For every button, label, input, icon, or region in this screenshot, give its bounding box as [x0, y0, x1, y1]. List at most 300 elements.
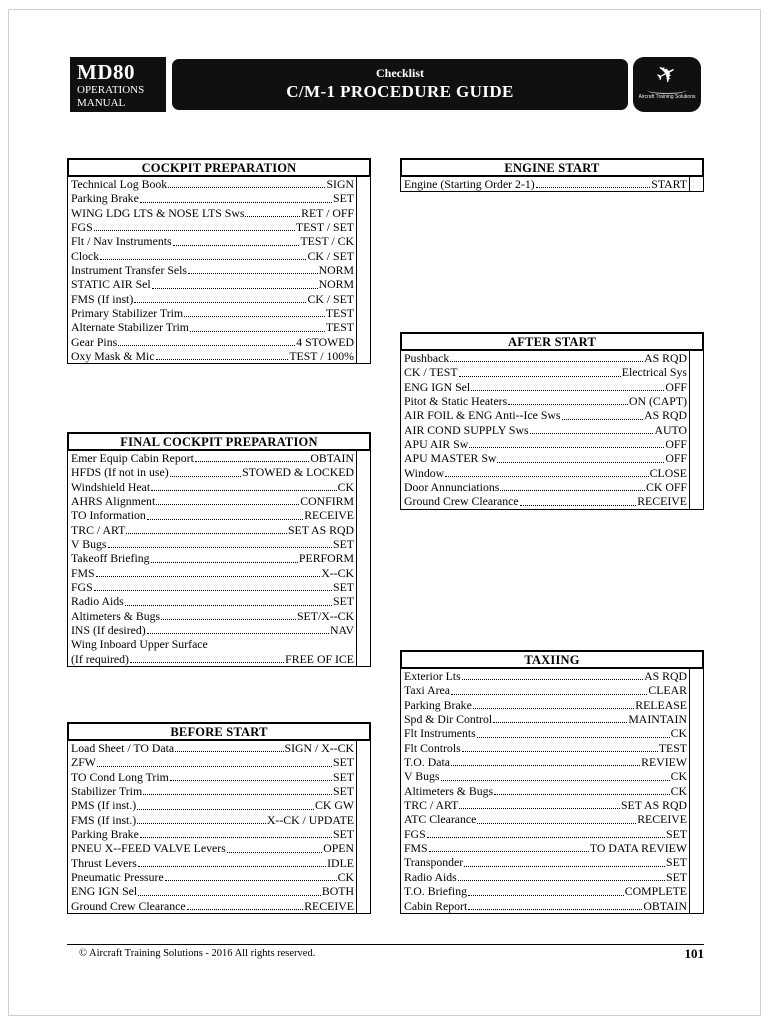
checklist-taxiing — [400, 650, 704, 914]
checkbox-cell — [356, 798, 370, 812]
item-label: PNEU X--FEED VALVE Levers — [71, 841, 226, 856]
item-value: Electrical Sys — [621, 365, 687, 380]
item-label: V Bugs — [71, 537, 107, 552]
item-label: FGS — [404, 826, 426, 841]
checklist-body — [400, 177, 704, 192]
checklist-row-main — [68, 249, 356, 263]
item-value: TO DATA REVIEW — [589, 841, 687, 856]
checkbox-cell — [356, 220, 370, 234]
item-label: Radio Aids — [71, 594, 124, 609]
dot-leader — [429, 841, 589, 852]
checkbox-cell — [689, 741, 703, 755]
checkbox-cell — [356, 609, 370, 623]
item-label: Gear Pins — [71, 334, 118, 349]
checklist-row — [401, 855, 703, 869]
checklist-row — [401, 769, 703, 783]
checklist-after-start — [400, 332, 704, 510]
checklist-row — [401, 451, 703, 465]
item-label: FMS (If inst.) — [71, 812, 137, 827]
dot-leader — [530, 423, 654, 434]
checkbox-cell — [356, 813, 370, 827]
item-label: Cabin Report — [404, 898, 468, 913]
checklist-row — [68, 637, 370, 651]
checklist-row — [68, 249, 370, 263]
dot-leader — [464, 855, 665, 866]
dot-leader — [445, 466, 648, 477]
dot-leader — [140, 827, 332, 838]
item-value: TEST / SET — [295, 220, 354, 235]
item-value: OBTAIN — [643, 898, 687, 913]
item-value: SIGN — [326, 177, 354, 191]
checkbox-cell — [356, 320, 370, 334]
checklist-row-main — [401, 394, 689, 408]
item-value: SET — [333, 594, 354, 609]
checklist-row-main — [68, 537, 356, 551]
item-label: INS (If desired) — [71, 623, 146, 638]
item-label: Transponder — [404, 855, 464, 870]
item-label: FGS — [71, 580, 93, 595]
checklist-row — [401, 351, 703, 365]
checklist-row-main — [401, 726, 689, 740]
dot-leader — [458, 870, 665, 881]
dot-leader — [151, 480, 336, 491]
item-label: Stabilizer Trim — [71, 784, 143, 799]
dot-leader — [137, 813, 266, 824]
item-value: START — [651, 177, 687, 191]
checkbox-cell — [356, 755, 370, 769]
item-label: Taxi Area — [404, 683, 451, 698]
checklist-row — [68, 856, 370, 870]
checklist-row-main — [68, 523, 356, 537]
checklist-row-main — [68, 580, 356, 594]
dot-leader — [459, 798, 620, 809]
dot-leader — [152, 277, 318, 288]
checklist-row-main — [68, 451, 356, 465]
checklist-row-main — [68, 206, 356, 220]
dot-leader — [468, 899, 642, 910]
checklist-row — [401, 726, 703, 740]
item-value: RECEIVE — [637, 812, 687, 827]
checkbox-cell — [689, 351, 703, 365]
item-value: RET / OFF — [301, 205, 354, 220]
item-label: ENG IGN Sel — [71, 884, 138, 899]
dot-leader — [170, 465, 241, 476]
item-label: Takeoff Briefing — [71, 551, 150, 566]
item-value: SIGN / X--CK — [284, 741, 354, 755]
checkbox-cell — [356, 899, 370, 913]
item-label: Technical Log Book — [71, 177, 168, 191]
item-label: Instrument Transfer Sels — [71, 263, 187, 278]
checklist-row — [68, 798, 370, 812]
dot-leader — [137, 798, 314, 809]
item-value: OPEN — [323, 841, 354, 856]
item-value: PERFORM — [298, 551, 354, 566]
checklist-row — [401, 841, 703, 855]
checklist-title: TAXIING — [400, 650, 704, 669]
item-value: TEST / CK — [300, 234, 354, 249]
item-label: TO Cond Long Trim — [71, 769, 169, 784]
checkbox-cell — [356, 741, 370, 755]
item-value: SET AS RQD — [288, 522, 354, 537]
checklist-row — [68, 884, 370, 898]
dot-leader — [451, 755, 640, 766]
checklist-row-main — [68, 320, 356, 334]
checkbox-cell — [356, 870, 370, 884]
dot-leader — [462, 669, 643, 680]
footer-divider — [67, 944, 704, 945]
checklist-before-start — [67, 722, 371, 914]
checklist-row — [68, 870, 370, 884]
item-label: TO Information — [71, 508, 146, 523]
checkbox-cell — [689, 812, 703, 826]
item-label: Alternate Stabilizer Trim — [71, 320, 189, 335]
checklist-row-main — [401, 884, 689, 898]
checklist-row — [401, 784, 703, 798]
item-label: T.O. Briefing — [404, 884, 468, 899]
item-value: RECEIVE — [304, 508, 354, 523]
item-value: IDLE — [327, 855, 354, 870]
checklist-row-main — [401, 899, 689, 913]
dot-leader — [195, 451, 310, 462]
item-value: SET/X--CK — [296, 608, 354, 623]
checklist-row-main — [401, 480, 689, 494]
checklist-row-main — [68, 755, 356, 769]
item-label: Parking Brake — [71, 827, 139, 842]
checklist-row — [401, 870, 703, 884]
checkbox-cell — [356, 566, 370, 580]
checkbox-cell — [689, 827, 703, 841]
checklist-row-main — [68, 263, 356, 277]
page-number: 101 — [684, 946, 704, 961]
footer-copyright: © Aircraft Training Solutions - 2016 All rights reserved. — [79, 948, 316, 959]
checklist-row-main — [68, 827, 356, 841]
checklist-row-main — [68, 277, 356, 291]
item-label: APU MASTER Sw — [404, 451, 497, 466]
checklist-body — [67, 741, 371, 914]
checklist-row-main — [401, 423, 689, 437]
item-label: Primary Stabilizer Trim — [71, 306, 184, 321]
item-label: Pushback — [404, 351, 450, 365]
checkbox-cell — [356, 494, 370, 508]
dot-leader — [126, 523, 287, 534]
checkbox-cell — [356, 841, 370, 855]
item-label: Emer Equip Cabin Report — [71, 451, 194, 465]
checklist-row — [68, 813, 370, 827]
checklist-row — [68, 609, 370, 623]
checkbox-cell — [689, 466, 703, 480]
checklist-row-main — [68, 884, 356, 898]
checklist-row-main — [401, 812, 689, 826]
item-label: Flt Instruments — [404, 726, 476, 741]
checklist-row — [401, 712, 703, 726]
item-label: Altimeters & Bugs — [71, 608, 161, 623]
checklist-row-main — [401, 798, 689, 812]
item-value: X--CK — [321, 565, 354, 580]
checklist-row — [68, 841, 370, 855]
checklist-row — [401, 755, 703, 769]
item-label: PMS (If inst.) — [71, 798, 137, 813]
item-label: Engine (Starting Order 2-1) — [404, 177, 535, 191]
manual-subtitle-line2: MANUAL — [77, 97, 126, 109]
item-value: RECEIVE — [637, 494, 687, 509]
checklist-row — [68, 494, 370, 508]
checklist-row-main — [401, 408, 689, 422]
dot-leader — [520, 494, 637, 505]
dot-leader — [473, 698, 634, 709]
item-label: Parking Brake — [404, 697, 472, 712]
checklist-row-main — [68, 220, 356, 234]
checkbox-cell — [689, 784, 703, 798]
checkbox-cell — [356, 508, 370, 522]
checklist-row — [68, 465, 370, 479]
item-label: Thrust Levers — [71, 855, 137, 870]
dot-leader — [138, 856, 326, 867]
checkbox-cell — [356, 335, 370, 349]
dot-leader — [190, 320, 325, 331]
item-value: CK — [670, 769, 687, 784]
checklist-row — [68, 594, 370, 608]
checklist-row — [68, 220, 370, 234]
item-value: OFF — [665, 379, 687, 394]
checklist-body — [400, 351, 704, 510]
checklist-row-main — [68, 623, 356, 637]
item-label: Flt / Nav Instruments — [71, 234, 172, 249]
checkbox-cell — [356, 580, 370, 594]
item-value: 4 STOWED — [296, 334, 354, 349]
item-label: Door Annunciations — [404, 480, 500, 495]
checkbox-cell — [689, 177, 703, 191]
item-value: SET — [666, 869, 687, 884]
item-value: STOWED & LOCKED — [242, 465, 354, 480]
item-label: Ground Crew Clearance — [404, 494, 519, 509]
item-label: Windshield Heat — [71, 479, 151, 494]
checkbox-cell — [356, 177, 370, 191]
item-value: OFF — [665, 437, 687, 452]
checklist-column-left — [67, 0, 371, 1024]
item-value: OBTAIN — [310, 451, 354, 465]
item-label: WING LDG LTS & NOSE LTS Sws — [71, 205, 245, 220]
item-value: SET — [333, 784, 354, 799]
item-label: Window — [404, 465, 445, 480]
checklist-row — [68, 277, 370, 291]
item-label: Oxy Mask & Mic — [71, 349, 155, 364]
item-label: ATC Clearance — [404, 812, 477, 827]
item-value: CK / SET — [307, 291, 354, 306]
checklist-row-main — [401, 683, 689, 697]
dot-leader — [427, 827, 665, 838]
item-value: CK — [670, 783, 687, 798]
dot-leader — [168, 177, 325, 188]
dot-leader — [462, 741, 658, 752]
checkbox-cell — [356, 770, 370, 784]
item-value: AS RQD — [644, 669, 687, 683]
checklist-row — [68, 770, 370, 784]
dot-leader — [140, 191, 332, 202]
checkbox-cell — [356, 234, 370, 248]
checklist-final-cockpit-preparation — [67, 432, 371, 667]
item-value: CLEAR — [648, 683, 687, 698]
checklist-row — [68, 206, 370, 220]
checklist-row — [401, 698, 703, 712]
checklist-row-main — [401, 870, 689, 884]
item-label: Pneumatic Pressure — [71, 870, 164, 885]
checkbox-cell — [356, 884, 370, 898]
checklist-row-main — [401, 784, 689, 798]
checklist-row — [401, 741, 703, 755]
item-label: Parking Brake — [71, 191, 139, 206]
checklist-row-main — [401, 466, 689, 480]
checklist-row-main — [68, 349, 356, 363]
dot-leader — [493, 712, 627, 723]
checklist-row-main — [68, 899, 356, 913]
checkbox-cell — [356, 637, 370, 651]
dot-leader — [227, 841, 322, 852]
checkbox-cell — [356, 206, 370, 220]
checkbox-cell — [356, 263, 370, 277]
checkbox-cell — [689, 380, 703, 394]
item-label: Load Sheet / TO Data — [71, 741, 175, 755]
manual-code: MD80 — [77, 60, 135, 84]
checkbox-cell — [689, 712, 703, 726]
checkbox-cell — [689, 769, 703, 783]
checklist-row — [401, 394, 703, 408]
checklist-row-main — [401, 669, 689, 683]
dot-leader — [175, 741, 283, 752]
dot-leader — [97, 755, 332, 766]
dot-leader — [94, 580, 332, 591]
dot-leader — [134, 292, 306, 303]
checkbox-cell — [689, 683, 703, 697]
dot-leader — [94, 220, 295, 231]
item-label: ENG IGN Sel — [404, 379, 471, 394]
dot-leader — [147, 623, 329, 634]
checkbox-cell — [356, 292, 370, 306]
checklist-row-main — [68, 841, 356, 855]
checkbox-cell — [689, 755, 703, 769]
checkbox-cell — [356, 277, 370, 291]
checklist-row-main — [401, 855, 689, 869]
dot-leader — [187, 899, 304, 910]
checklist-row — [401, 408, 703, 422]
item-label: Pitot & Static Heaters — [404, 394, 508, 409]
page-title: C/M-1 PROCEDURE GUIDE — [286, 82, 514, 101]
item-value: CK — [337, 870, 354, 885]
item-label: Radio Aids — [404, 869, 457, 884]
checkbox-cell — [689, 365, 703, 379]
checklist-row-main — [68, 798, 356, 812]
checkbox-cell — [689, 726, 703, 740]
item-value: SET — [666, 855, 687, 870]
item-value: SET — [333, 827, 354, 842]
checklist-row-main — [68, 856, 356, 870]
checklist-row — [68, 566, 370, 580]
dot-leader — [508, 394, 628, 405]
checkbox-cell — [356, 827, 370, 841]
dot-leader — [165, 870, 337, 881]
checklist-row-main — [68, 177, 356, 191]
checklist-row-main — [68, 784, 356, 798]
item-label: STATIC AIR Sel — [71, 277, 151, 292]
dot-leader — [459, 365, 621, 376]
checklist-row — [401, 683, 703, 697]
checkbox-cell — [356, 249, 370, 263]
checklist-row — [401, 494, 703, 508]
checklist-row — [68, 191, 370, 205]
checklist-row-main — [68, 813, 356, 827]
checklist-row — [68, 508, 370, 522]
item-label: AIR COND SUPPLY Sws — [404, 422, 529, 437]
document-kind: Checklist — [376, 66, 424, 80]
checklist-row-main — [401, 437, 689, 451]
item-value: RECEIVE — [304, 898, 354, 913]
dot-leader — [188, 263, 318, 274]
item-value: CK — [337, 479, 354, 494]
item-value: FREE OF ICE — [285, 651, 354, 666]
checklist-row — [401, 437, 703, 451]
checklist-row-main — [401, 712, 689, 726]
item-value: REVIEW — [641, 755, 687, 770]
checklist-row-main — [68, 465, 356, 479]
checklist-row — [68, 652, 370, 666]
checklist-row-main — [68, 609, 356, 623]
checklist-row — [68, 451, 370, 465]
checklist-row — [68, 580, 370, 594]
checkbox-cell — [689, 437, 703, 451]
checkbox-cell — [689, 884, 703, 898]
dot-leader — [468, 884, 624, 895]
checklist-row — [68, 755, 370, 769]
dot-leader — [562, 408, 644, 419]
dot-leader — [500, 480, 645, 491]
checklist-title: ENGINE START — [400, 158, 704, 177]
checklist-row-main — [68, 652, 356, 666]
item-value: CLOSE — [649, 465, 687, 480]
checklist-row-main — [401, 841, 689, 855]
checklist-cockpit-preparation — [67, 158, 371, 364]
item-label: APU AIR Sw — [404, 437, 469, 452]
dot-leader — [156, 349, 289, 360]
item-label: V Bugs — [404, 769, 440, 784]
dot-leader — [497, 451, 664, 462]
item-value: X--CK / UPDATE — [266, 812, 354, 827]
checkbox-cell — [356, 652, 370, 666]
checklist-row — [401, 466, 703, 480]
item-label: FMS — [71, 565, 95, 580]
item-value: SET — [333, 191, 354, 206]
dot-leader — [184, 306, 325, 317]
checkbox-cell — [689, 394, 703, 408]
item-value: NORM — [318, 263, 354, 278]
checklist-engine-start — [400, 158, 704, 192]
checklist-row-main — [68, 480, 356, 494]
item-value: ON (CAPT) — [629, 394, 687, 409]
dot-leader — [494, 784, 669, 795]
checklist-row-main — [401, 451, 689, 465]
checklist-row — [401, 899, 703, 913]
item-label: (If required) — [71, 651, 129, 666]
item-label: T.O. Data — [404, 755, 450, 770]
checklist-row — [401, 423, 703, 437]
checklist-row — [401, 177, 703, 191]
checkbox-cell — [356, 856, 370, 870]
dot-leader — [151, 551, 298, 562]
checkbox-cell — [356, 191, 370, 205]
checklist-row — [68, 234, 370, 248]
checklist-row — [401, 884, 703, 898]
dot-leader — [536, 177, 651, 188]
item-label: FMS — [404, 841, 428, 856]
checkbox-cell — [356, 523, 370, 537]
